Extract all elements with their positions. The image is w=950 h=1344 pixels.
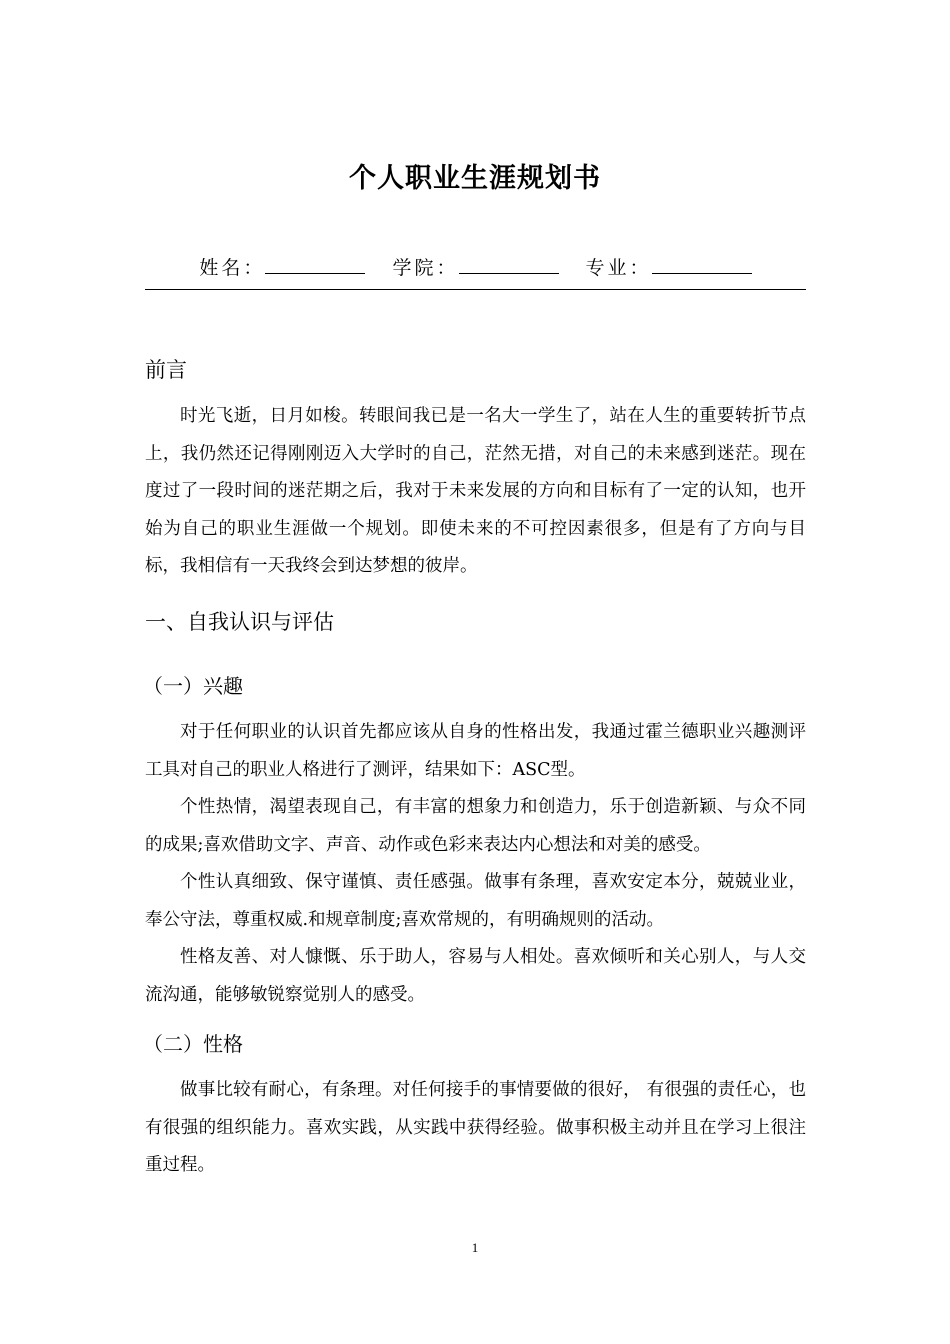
preface-paragraph: 时光飞逝，日月如梭。转眼间我已是一名大一学生了，站在人生的重要转折节点上，我仍然还记得刚刚迈入大学时的自己，茫然无措，对自己的未来感到迷茫。现在度过了一段时间的迷茫期之后，我对于未来发展的方向和目标有了一定的认知，也开始为自己的职业生涯做一个规划。即使未来的不可控因素很多，但是有了方向与目标，我相信有一天我终会到达梦想的彼岸。 bbox=[145, 406, 806, 576]
interest-paragraph-1: 对于任何职业的认识首先都应该从自身的性格出发，我通过霍兰德职业兴趣测评工具对自己的职业人格进行了测评，结果如下：ASC型。 bbox=[145, 722, 806, 780]
major-label: 专业： bbox=[585, 257, 652, 279]
student-info-line bbox=[145, 253, 806, 280]
college-blank[interactable] bbox=[459, 255, 559, 274]
personality-paragraph: 做事比较有耐心，有条理。对任何接手的事情要做的很好， 有很强的责任心，也有很强的组织能力。喜欢实践，从实践中获得经验。做事积极主动并且在学习上很注重过程。 bbox=[145, 1080, 806, 1175]
subsection-heading-interest: （一）兴趣 bbox=[143, 674, 243, 698]
subsection-heading-personality: （二）性格 bbox=[143, 1032, 243, 1056]
page-number: 1 bbox=[471, 1240, 479, 1255]
major-blank[interactable] bbox=[652, 255, 752, 274]
interest-paragraph-4: 性格友善、对人慷慨、乐于助人，容易与人相处。喜欢倾听和关心别人，与人交流沟通，能够敏锐察觉别人的感受。 bbox=[145, 947, 806, 1005]
name-blank[interactable] bbox=[265, 255, 365, 274]
section-heading-self-assessment: 一、自我认识与评估 bbox=[145, 610, 334, 634]
name-label: 姓名： bbox=[199, 257, 266, 279]
page-title: 个人职业生涯规划书 bbox=[349, 163, 601, 194]
preface-heading: 前言 bbox=[145, 358, 187, 382]
college-label: 学院： bbox=[392, 257, 459, 279]
interest-paragraph-2: 个性热情，渴望表现自己，有丰富的想象力和创造力，乐于创造新颖、与众不同的成果;喜欢借助文字、声音、动作或色彩来表达内心想法和对美的感受。 bbox=[145, 797, 806, 855]
header-divider bbox=[145, 289, 806, 290]
interest-paragraph-3: 个性认真细致、保守谨慎、责任感强。做事有条理，喜欢安定本分，兢兢业业，奉公守法，尊重权威.和规章制度;喜欢常规的，有明确规则的活动。 bbox=[145, 872, 806, 930]
